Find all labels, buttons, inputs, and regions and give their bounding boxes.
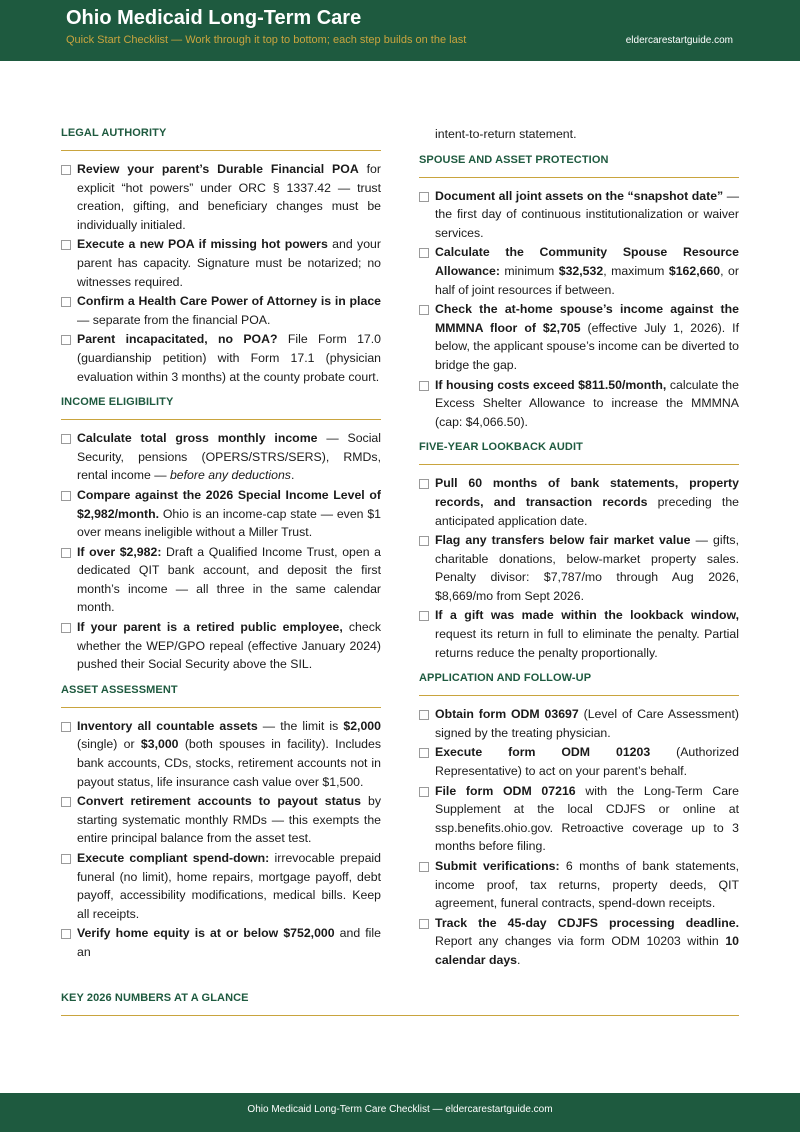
checkbox-icon[interactable] <box>61 797 71 807</box>
checklist-item[interactable]: Obtain form ODM 03697 (Level of Care Assessment) signed by the treating physician. <box>419 705 739 742</box>
checklist-item[interactable]: Document all joint assets on the “snapshot date” — the first day of continuous institutionalization or waiver services. <box>419 187 739 243</box>
header-site-link[interactable]: eldercarestartguide.com <box>625 35 733 46</box>
checkbox-icon[interactable] <box>419 919 429 929</box>
section-legal-authority <box>61 125 381 386</box>
left-column <box>61 125 381 970</box>
checklist-item[interactable]: Pull 60 months of bank statements, property records, and transaction records preceding the anticipated application date. <box>419 474 739 530</box>
section-title: KEY 2026 NUMBERS AT A GLANCE <box>61 990 739 1016</box>
checklist-item[interactable]: Execute form ODM 01203 (Authorized Representative) to act on your parent’s behalf. <box>419 743 739 780</box>
checklist-item[interactable]: Inventory all countable assets — the limit is $2,000 (single) or $3,000 (both spouses in facility). Includes bank accounts, CDs, stocks, retirement accounts not in payout status, life insurance cash value over $1,500. <box>61 717 381 791</box>
section-key-numbers <box>61 990 739 1025</box>
checkbox-icon[interactable] <box>61 297 71 307</box>
checkbox-icon[interactable] <box>61 548 71 558</box>
section-five-year-lookback <box>419 439 739 662</box>
page-title: Ohio Medicaid Long-Term Care <box>66 7 362 29</box>
checkbox-icon[interactable] <box>61 929 71 939</box>
checkbox-icon[interactable] <box>61 623 71 633</box>
checklist-item[interactable]: Flag any transfers below fair market value — gifts, charitable donations, below-market property sales. Penalty divisor: $7,787/mo through Aug 2026, $8,669/mo from Sept 2026. <box>419 531 739 605</box>
section-application-follow-up <box>419 670 739 969</box>
section-title: FIVE-YEAR LOOKBACK AUDIT <box>419 439 739 465</box>
continued-text: intent-to-return statement. <box>435 127 577 141</box>
checkbox-icon[interactable] <box>61 165 71 175</box>
checklist-item[interactable]: Review your parent’s Durable Financial POA for explicit “hot powers” under ORC § 1337.42 — trust creation, gifting, and beneficiary changes must be individually initialed. <box>61 160 381 234</box>
checkbox-icon[interactable] <box>61 240 71 250</box>
checklist-item[interactable]: Calculate total gross monthly income — Social Security, pensions (OPERS/STRS/SERS), RMDs, rental income — before any deductions. <box>61 429 381 485</box>
page-header <box>0 0 800 61</box>
checklist-item[interactable]: Verify home equity is at or below $752,000 and file an <box>61 924 381 961</box>
checkbox-icon[interactable] <box>61 722 71 732</box>
checkbox-icon[interactable] <box>419 248 429 258</box>
checkbox-icon[interactable] <box>61 335 71 345</box>
section-spouse-asset-protection <box>419 152 739 432</box>
checkbox-icon[interactable] <box>419 305 429 315</box>
page-subtitle: Quick Start Checklist — Work through it top to bottom; each step builds on the last <box>66 34 467 46</box>
checklist-item[interactable]: Calculate the Community Spouse Resource Allowance: minimum $32,532, maximum $162,660, or half of joint resources if between. <box>419 243 739 299</box>
page-footer: Ohio Medicaid Long-Term Care Checklist — eldercarestartguide.com <box>0 1093 800 1132</box>
checkbox-icon[interactable] <box>419 710 429 720</box>
checklist-item[interactable]: If your parent is a retired public employee, check whether the WEP/GPO repeal (effective January 2024) pushed their Social Security above the SIL. <box>61 618 381 674</box>
checklist-item[interactable]: Check the at-home spouse’s income against the MMMNA floor of $2,705 (effective July 1, 2026). If below, the applicant spouse’s income can be diverted to bridge the gap. <box>419 300 739 374</box>
checkbox-icon[interactable] <box>419 536 429 546</box>
checkbox-icon[interactable] <box>61 491 71 501</box>
section-title: ASSET ASSESSMENT <box>61 682 381 708</box>
checklist-item[interactable]: Execute a new POA if missing hot powers and your parent has capacity. Signature must be notarized; no witnesses required. <box>61 235 381 291</box>
checklist-item[interactable]: Track the 45-day CDJFS processing deadline. Report any changes via form ODM 10203 within 10 calendar days. <box>419 914 739 970</box>
section-title: SPOUSE AND ASSET PROTECTION <box>419 152 739 178</box>
section-income-eligibility <box>61 394 381 674</box>
checklist-item[interactable]: File form ODM 07216 with the Long-Term Care Supplement at the local CDJFS or online at ssp.benefits.ohio.gov. Retroactive coverage up to 3 months before filing. <box>419 782 739 856</box>
checklist-item[interactable]: Execute compliant spend-down: irrevocable prepaid funeral (no limit), home repairs, mortgage payoff, debt payoff, accessibility modifications, medical bills. Keep all receipts. <box>61 849 381 923</box>
checkbox-icon[interactable] <box>61 854 71 864</box>
checklist-item[interactable]: Confirm a Health Care Power of Attorney is in place — separate from the financial POA. <box>61 292 381 329</box>
checklist-item[interactable]: Submit verifications: 6 months of bank statements, income proof, tax returns, property deeds, QIT agreement, funeral contracts, spend-down receipts. <box>419 857 739 913</box>
checklist-item[interactable]: If over $2,982: Draft a Qualified Income Trust, open a dedicated QIT bank account, and deposit the first month’s income — all three in the same calendar month. <box>61 543 381 617</box>
checkbox-icon[interactable] <box>419 862 429 872</box>
section-asset-assessment <box>61 682 381 962</box>
checklist-item[interactable]: If housing costs exceed $811.50/month, calculate the Excess Shelter Allowance to increase the MMMNA (cap: $4,066.50). <box>419 376 739 432</box>
section-title: INCOME ELIGIBILITY <box>61 394 381 420</box>
checkbox-icon[interactable] <box>419 479 429 489</box>
checkbox-icon[interactable] <box>419 787 429 797</box>
checklist-item[interactable]: Convert retirement accounts to payout status by starting systematic monthly RMDs — this exempts the entire principal balance from the asset test. <box>61 792 381 848</box>
checkbox-icon[interactable] <box>419 381 429 391</box>
checkbox-icon[interactable] <box>419 192 429 202</box>
checklist-item[interactable]: Parent incapacitated, no POA? File Form 17.0 (guardianship petition) with Form 17.1 (physician evaluation within 3 months) at the county probate court. <box>61 330 381 386</box>
section-title: APPLICATION AND FOLLOW-UP <box>419 670 739 696</box>
checkbox-icon[interactable] <box>419 611 429 621</box>
right-column <box>419 125 739 978</box>
checklist-item[interactable]: Compare against the 2026 Special Income Level of $2,982/month. Ohio is an income-cap state — even $1 over means ineligible without a Miller Trust. <box>61 486 381 542</box>
checkbox-icon[interactable] <box>419 748 429 758</box>
checkbox-icon[interactable] <box>61 434 71 444</box>
checklist-item[interactable]: If a gift was made within the lookback window, request its return in full to eliminate the penalty. Partial returns reduce the penalty proportionally. <box>419 606 739 662</box>
section-title: LEGAL AUTHORITY <box>61 125 381 151</box>
